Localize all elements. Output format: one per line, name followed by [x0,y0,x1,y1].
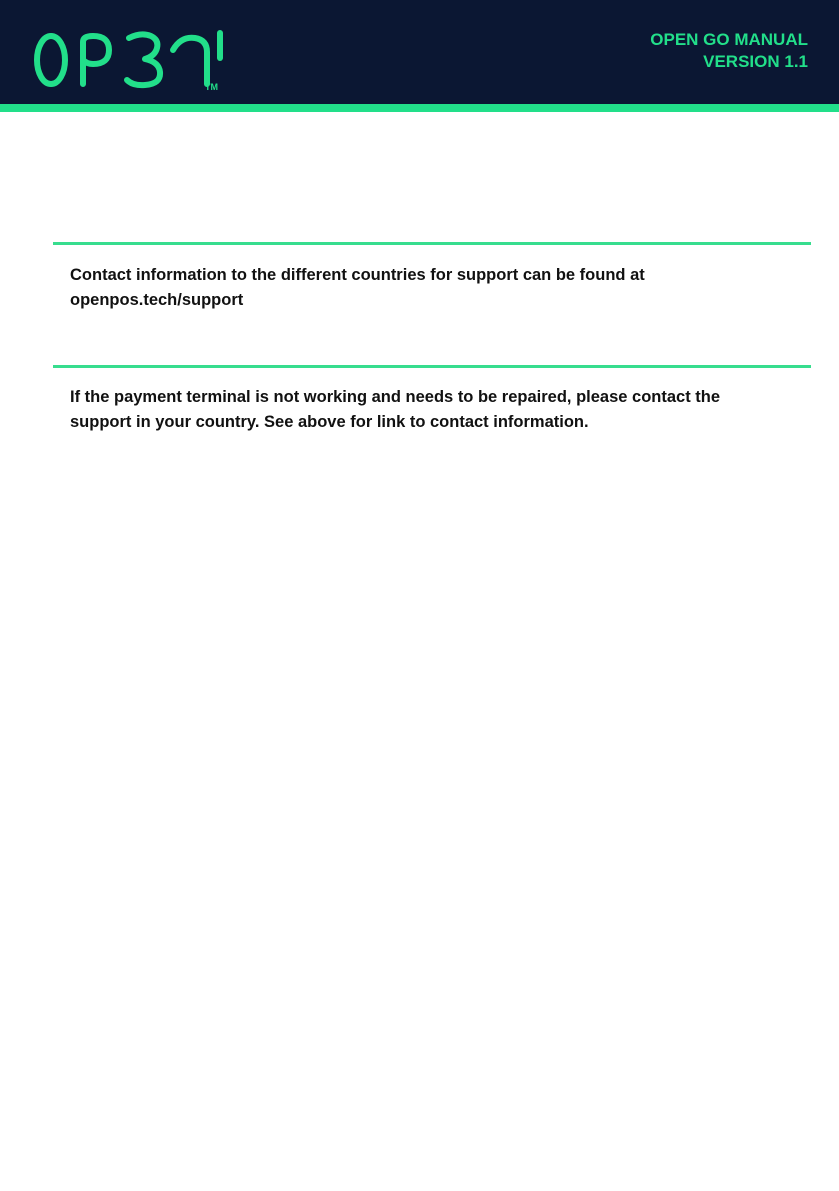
repair-line-2: support in your country. See above for link to contact information. [70,412,589,431]
trademark-mark: TM [205,82,218,92]
support-contact-text [53,263,811,312]
support-link[interactable]: openpos.tech/support [70,290,244,309]
repair-line-1: If the payment terminal is not working and needs to be repaired, please contact the [70,388,721,406]
open-logo [33,28,233,98]
header-accent-stripe [0,104,839,112]
document-version-line: VERSION 1.1 [703,52,808,71]
repair-section [53,365,811,434]
repair-text [53,385,811,434]
document-title [650,29,808,73]
support-contact-line-1: Contact information to the different countries for support can be found at [70,266,645,284]
support-contact-section [53,242,811,312]
page-header [0,0,839,104]
document-title-line-1: OPEN GO MANUAL [650,30,808,49]
